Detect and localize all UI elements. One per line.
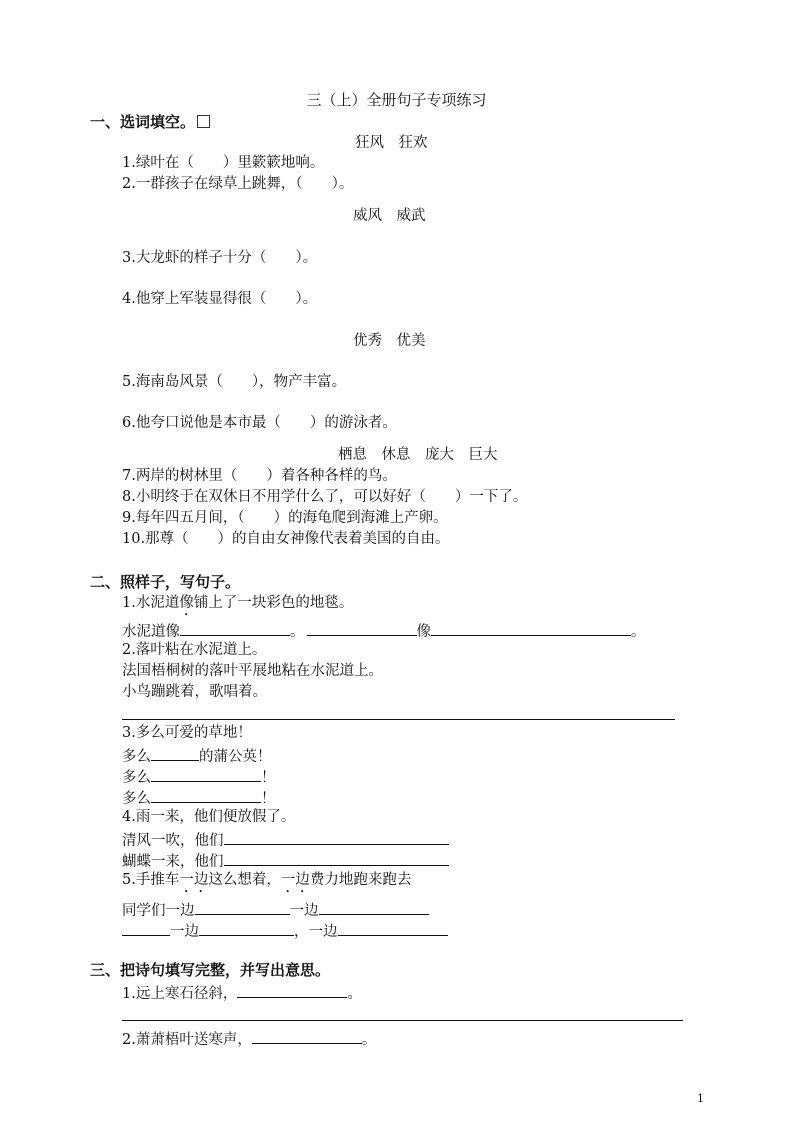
question: 3.大龙虾的样子十分（ ）。 [122,250,318,266]
blank[interactable] [319,899,429,915]
task-sentence: 小鸟蹦跳着，歌唱着。 [122,684,267,700]
text: 的蒲公英！ [199,749,272,765]
question: 10.那尊（ ）的自由女神像代表着美国的自由。 [122,531,450,547]
answer-line[interactable] [122,719,675,720]
text: ，一边 [294,924,338,940]
text: 2.萧萧梧叶送寒声， [122,1032,252,1048]
answer-row [122,620,646,641]
blank[interactable] [180,620,290,636]
page-number: 1 [697,1092,704,1105]
text: 铺上了一块彩色的地毯。 [193,595,354,611]
example-sentence [122,871,411,896]
answer-row [122,745,272,766]
answer-line[interactable] [122,1020,683,1021]
blank[interactable] [122,920,170,936]
text: 多么 [122,770,151,786]
blank[interactable] [307,620,417,636]
word-group-3: 优秀 优美 [353,333,426,349]
text: 这么想着， [208,872,281,888]
answer-row [122,829,449,850]
poem-question [122,1028,376,1049]
question: 9.每年四五月间，（ ）的海龟爬到海滩上产卵。 [122,510,448,526]
text: ！ [261,791,276,807]
answer-row [122,766,276,787]
word-group-2: 威风 威武 [353,208,426,224]
blank[interactable] [224,829,449,845]
checkbox-glyph [197,115,210,128]
section-1-heading [90,113,210,131]
question: 2.一群孩子在绿草上跳舞，（ ）。 [122,176,354,192]
question: 6.他夸口说他是本市最（ ）的游泳者。 [122,415,397,431]
text: 蝴蝶一来，他们 [122,854,224,870]
word-group-1: 狂风 狂欢 [355,135,428,151]
text: 费力地跑来跑去 [309,872,412,888]
text: 一边 [289,903,319,919]
blank[interactable] [199,920,294,936]
blank[interactable] [237,982,347,998]
emphasized-word: 一边 [179,872,209,888]
blank[interactable] [151,787,261,803]
question: 3.多么可爱的草地！ [122,725,252,741]
text: 清风一吹，他们 [122,833,224,849]
question: 7.两岸的树林里（ ）着各种各样的鸟。 [122,468,397,484]
page-title: 三（上）全册句子专项练习 [306,91,487,109]
poem-question [122,982,362,1003]
blank[interactable] [252,1028,362,1044]
text: 。 [347,986,362,1002]
text: 。 [361,1032,377,1048]
text: 一边 [170,924,199,940]
question: 4.他穿上军装显得很（ ）。 [122,291,318,307]
example-sentence: 法国梧桐树的落叶平展地粘在水泥道上。 [122,663,383,679]
question: 8.小明终于在双休日不用学什么了，可以好好（ ）一下了。 [122,489,528,505]
heading-text: 一、选词填空。 [90,113,196,131]
word-group-4: 栖息 休息 庞大 巨大 [338,447,498,463]
text: 。 [631,624,646,640]
blank[interactable] [338,920,448,936]
blank[interactable] [195,899,290,915]
emphasized-word: 一边 [280,872,310,888]
question: 4.雨一来，他们便放假了。 [122,809,296,825]
emphasized-word: 像 [179,595,194,611]
text: 。 [290,624,305,640]
text: 同学们一边 [122,903,195,919]
blank[interactable] [151,766,261,782]
question: 1.绿叶在（ ）里簌簌地响。 [122,155,325,171]
text: 1.远上寒石径斜， [122,986,238,1002]
section-3-heading: 三、把诗句填写完整，并写出意思。 [90,961,331,979]
text: 像 [416,624,431,640]
answer-row [122,899,429,920]
answer-row [122,920,448,941]
section-2-heading: 二、照样子，写句子。 [90,573,241,591]
answer-row [122,850,449,871]
text: ！ [261,770,276,786]
text: 1.水泥道 [122,595,180,611]
text: 水泥道像 [122,624,180,640]
text: 5.手推车 [122,872,180,888]
blank[interactable] [151,745,199,761]
question: 5.海南岛风景（ ），物产丰富。 [122,374,347,390]
answer-row [122,787,276,808]
text: 多么 [122,791,151,807]
blank[interactable] [224,850,449,866]
text: 多么 [122,749,151,765]
blank[interactable] [431,620,631,636]
question: 2.落叶粘在水泥道上。 [122,642,267,658]
example-sentence [122,594,353,619]
